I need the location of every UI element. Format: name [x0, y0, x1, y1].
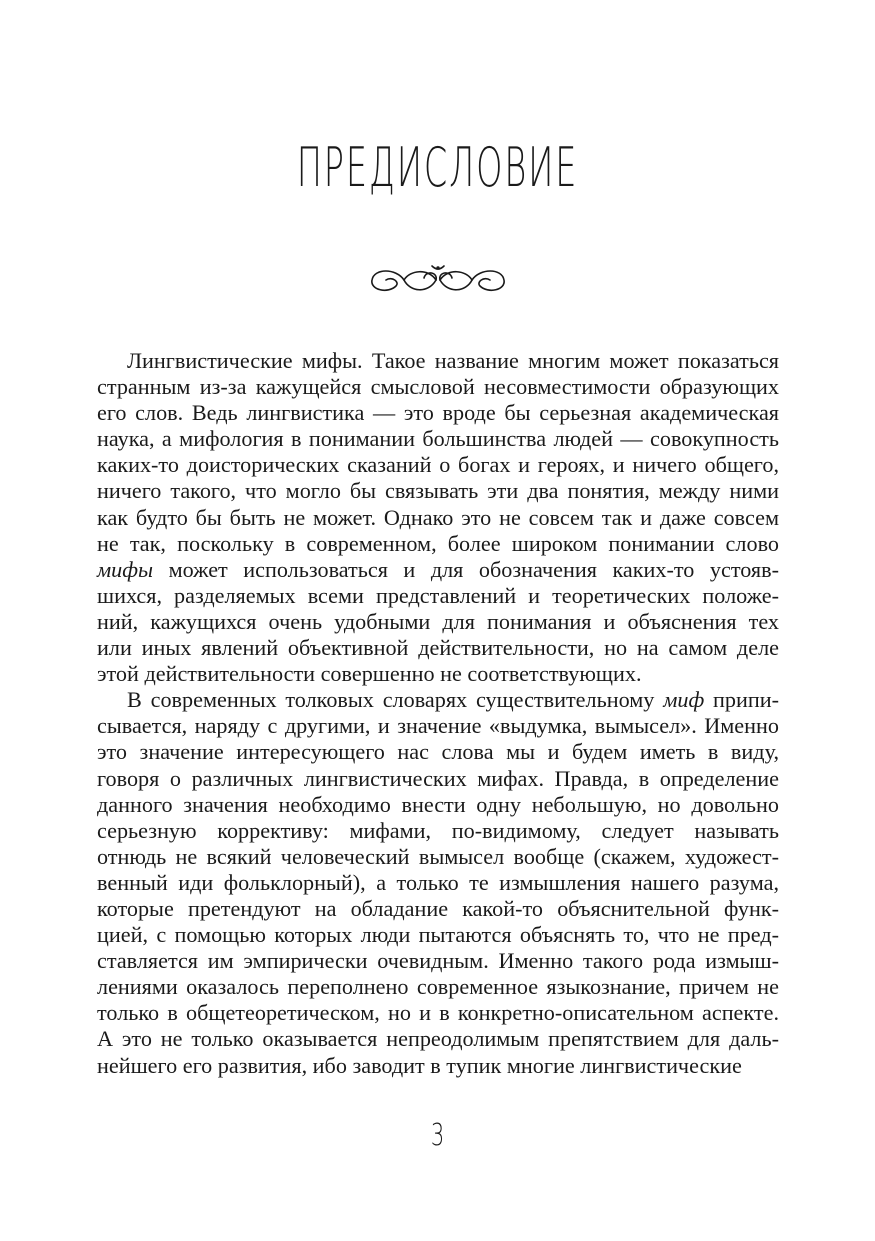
text-line: серьезную коррективу: мифами, по-видимому, следует называть [97, 817, 779, 843]
text-line: не так, поскольку в современном, более широком понимании слово [97, 530, 779, 556]
text-line: его слов. Ведь лингвистика — это вроде бы серьезная академическая [97, 400, 779, 426]
text-line: говоря о различных лингвистических мифах. Правда, в определение [97, 765, 779, 791]
text-line: шихся, разделяемых всеми представлений и теоретических положе- [97, 582, 779, 608]
chapter-body [97, 348, 779, 1079]
page-number: 3 [430, 1118, 445, 1153]
text-line: этой действительности совершенно не соответствующих. [97, 661, 642, 687]
text-line: сывается, наряду с другими, и значение «выдумка, вымысел». Именно [97, 713, 779, 739]
text-line: только в общетеоретическом, но и в конкретно-описательном аспекте. [97, 1000, 779, 1026]
text-line: Лингвистические мифы. Такое название многим может показаться [127, 348, 779, 373]
text-line: ставляется им эмпирически очевидным. Именно такого рода измыш- [97, 948, 779, 974]
text-line: каких-то доисторических сказаний о богах и героях, и ничего общего, [97, 452, 779, 478]
text-line: нейшего его развития, ибо заводит в тупик многие лингвистические [97, 1052, 742, 1078]
text-line: или иных явлений объективной действительности, но на самом деле [97, 635, 779, 661]
text-line: В современных толковых словарях существительному миф припи- [127, 687, 779, 713]
text-line: как будто бы быть не может. Однако это не совсем так и даже совсем [97, 504, 779, 530]
text-line: наука, а мифология в понимании большинства людей — совокупность [97, 426, 779, 452]
text-line: данного значения необходимо внести одну небольшую, но довольно [97, 791, 779, 817]
text-line: ничего такого, что могло бы связывать эти два понятия, между ними [97, 478, 779, 504]
text-line: лениями оказалось переполнено современное языкознание, причем не [97, 974, 779, 1000]
text-line: которые претендуют на обладание какой-то объяснительной функ- [97, 895, 779, 921]
text-line: цией, с помощью которых люди пытаются объяснять то, что не пред- [97, 922, 779, 948]
text-line: венный иди фольклорный), а только те измышления нашего разума, [97, 869, 779, 895]
text-line: А это не только оказывается непреодолимым препятствием для даль- [97, 1026, 779, 1052]
text-line: это значение интересующего нас слова мы и будем иметь в виду, [97, 739, 779, 765]
text-line: мифы может использоваться и для обозначения каких-то устояв- [97, 556, 779, 582]
scroll-flourish-icon [366, 260, 510, 300]
chapter-title: ПРЕДИСЛОВИЕ [296, 136, 579, 199]
text-line: отнюдь не всякий человеческий вымысел вообще (скажем, художест- [97, 843, 779, 869]
text-line: странным из-за кажущейся смысловой несовместимости образующих [97, 374, 779, 400]
text-line: ний, кажущихся очень удобными для понимания и объяснения тех [97, 608, 779, 634]
